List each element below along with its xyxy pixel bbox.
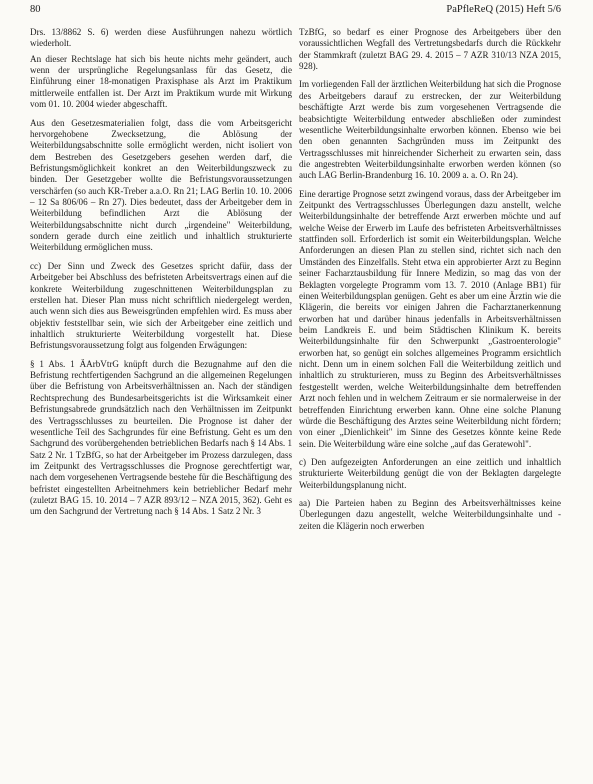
journal-citation: PaPfleReQ (2015) Heft 5/6 — [446, 4, 561, 15]
paragraph: Aus den Gesetzesmaterialien folgt, dass die vom Arbeitsgericht hervorgehobene Zwecksetzung, die Ablösung der Weiterbildungsabschnitte solle ermöglicht werden, nicht isoliert von dem Bestreben des Gesetzgebers gesehen werden darf, die Befristungsmöglichkeit konkret an den Weiterbildungszweck zu binden. Der Gesetzgeber wollte die Befristungsvoraussetzungen verschärfen (so auch KR-Treber a.a.O. Rn 21; LAG Berlin 10. 10. 2006 – 12 Sa 806/06 – Rn 27). Dies bedeutet, dass der Arbeitgeber dem in Weiterbildung befindlichen Arzt die Ablösung der Weiterbildungsabschnitte nicht durch „irgendeine" Weiterbildung, sondern gerade durch eine zeitlich und inhaltlich strukturierte Weiterbildung ermöglichen muss. — [30, 117, 292, 253]
paragraph: cc) Der Sinn und Zweck des Gesetzes spricht dafür, dass der Arbeitgeber bei Abschluss des befristeten Arbeitsvertrags einen auf die konkrete Weiterbildung zugeschnittenen Weiterbildungsplan zu erstellen hat. Dieser Plan muss nicht schriftlich niedergelegt werden, auch wenn sich dies aus Beweisgründen empfehlen wird. Es muss aber objektiv feststellbar sein, wie sich der Arbeitgeber eine zeitlich und inhaltlich strukturierte Weiterbildung vorgestellt hat. Diese Befristungsvoraussetzung folgt aus folgenden Erwägungen: — [30, 260, 292, 351]
right-column — [299, 27, 561, 539]
paragraph: aa) Die Parteien haben zu Beginn des Arbeitsverhältnisses keine Überlegungen dazu angestellt, welche Weiterbildungsinhalte und -zeiten die Klägerin noch erwerben — [299, 498, 561, 531]
paragraph: TzBfG, so bedarf es einer Prognose des Arbeitgebers über den voraussichtlichen Wegfall des Vertretungsbedarfs durch die Rückkehr der Stammkraft (zuletzt BAG 29. 4. 2015 – 7 AZR 310/13 NZA 2015, 928). — [299, 27, 561, 72]
paragraph: c) Den aufgezeigten Anforderungen an eine zeitlich und inhaltlich strukturierte Weiterbildung genügt die von der Beklagten dargelegte Weiterbildungsplanung nicht. — [299, 456, 561, 490]
paragraph: § 1 Abs. 1 ÄArbVtrG knüpft durch die Bezugnahme auf den die Befristung rechtfertigenden Sachgrund an die allgemeinen Regelungen über die Befristung von Arbeitsverhältnissen an. Nach der ständigen Rechtsprechung des Bundesarbeitsgerichts ist die Wirksamkeit einer Befristungsabrede grundsätzlich nach den Verhältnissen im Zeitpunkt des Vertragsschlusses zu beurteilen. Die Prognose ist daher der wesentliche Teil des Sachgrundes für eine Befristung. Geht es um den Sachgrund des vorübergehenden betrieblichen Bedarfs nach § 14 Abs. 1 Satz 2 Nr. 1 TzBfG, so hat der Arbeitgeber im Prozess darzulegen, dass im Zeitpunkt des Vertragsschlusses die Prognose gerechtfertigt war, nach dem vorgesehenen Vertragsende bestehe für die Beschäftigung des befristet eingestellten Arbeitnehmers kein betrieblicher Bedarf mehr (zuletzt BAG 15. 10. 2014 – 7 AZR 893/12 – NZA 2015, 362). Geht es um den Sachgrund der Vertretung nach § 14 Abs. 1 Satz 2 Nr. 3 — [30, 358, 292, 517]
page-number: 80 — [30, 4, 41, 15]
paragraph: An dieser Rechtslage hat sich bis heute nichts mehr geändert, auch wenn der ursprüngliche Regelungsanlass für das Gesetz, die Einführung einer 18-monatigen Praxisphase als Arzt im Praktikum mittlerweile entfallen ist. Der Arzt im Praktikum wurde mit Wirkung vom 01. 10. 2004 wieder abgeschafft. — [30, 53, 292, 110]
paragraph: Eine derartige Prognose setzt zwingend voraus, dass der Arbeitgeber im Zeitpunkt des Vertragsschlusses Überlegungen dazu anstellt, welche Weiterbildungsinhalte der betreffende Arzt erwerben möchte und auf welche Weise der Erwerb im Laufe des befristeten Arbeitsverhältnisses stattfinden soll. Erforderlich ist somit ein Weiterbildungsplan. Welche Anforderungen an diesen Plan zu stellen sind, richtet sich nach den Umständen des Einzelfalls. Steht etwa ein approbierter Arzt zu Beginn seiner Facharztausbildung für Innere Medizin, so mag das von der Beklagten vorgelegte Programm vom 13. 7. 2010 (Anlage BB1) für einen Weiterbildungsplan genügen. Geht es aber um eine Ärztin wie die Klägerin, die bereits vor einigen Jahren die Facharztanerkennung erworben hat und darüber hinaus jedenfalls in Arbeitsverhältnissen beim Landkreis E. und beim Städtischen Klinikum K. bereits Weiterbildungsinhalte für den Schwerpunkt „Gastroenterologie" erworben hat, so genügt ein solches allgemeines Programm ersichtlich nicht. Denn um in einem solchen Fall die Weiterbildung zeitlich und inhaltlich zu strukturieren, muss zu Beginn des Arbeitsverhältnisses festgestellt werden, welche Weiterbildungsinhalte dem betreffenden Arzt noch fehlen und in welchem Zeitraum er sie normalerweise in der betreffenden Einrichtung erwerben kann. Ohne eine solche Planung würde die Beschäftigung des Arztes seine Weiterbildung nicht fördern; von einer „Dienlichkeit" im Sinne des Gesetzes könnte keine Rede sein. Die Weiterbildung wäre eine solche „auf das Geratewohl". — [299, 188, 561, 449]
paragraph: Im vorliegenden Fall der ärztlichen Weiterbildung hat sich die Prognose des Arbeitgebers darauf zu erstrecken, der zur Weiterbildung beschäftigte Arzt werde bis zum vorgesehenen Vertragsende die beabsichtigte Weiterbildung entweder abschließen oder zumindest wesentliche Weiterbildungsinhalte erworben können. Ebenso wie bei den oben genannten Sachgründen muss im Zeitpunkt des Vertragsschlusses mit hinreichender Sicherheit zu erwarten sein, dass die angestrebten Weiterbildungsinhalte erworben werden können (so auch LAG Berlin-Brandenburg 16. 10. 2009 a. a. O. Rn 24). — [299, 79, 561, 181]
page-header — [30, 4, 561, 22]
left-column — [30, 27, 292, 525]
paragraph: Drs. 13/8862 S. 6) werden diese Ausführungen nahezu wörtlich wiederholt. — [30, 27, 292, 49]
